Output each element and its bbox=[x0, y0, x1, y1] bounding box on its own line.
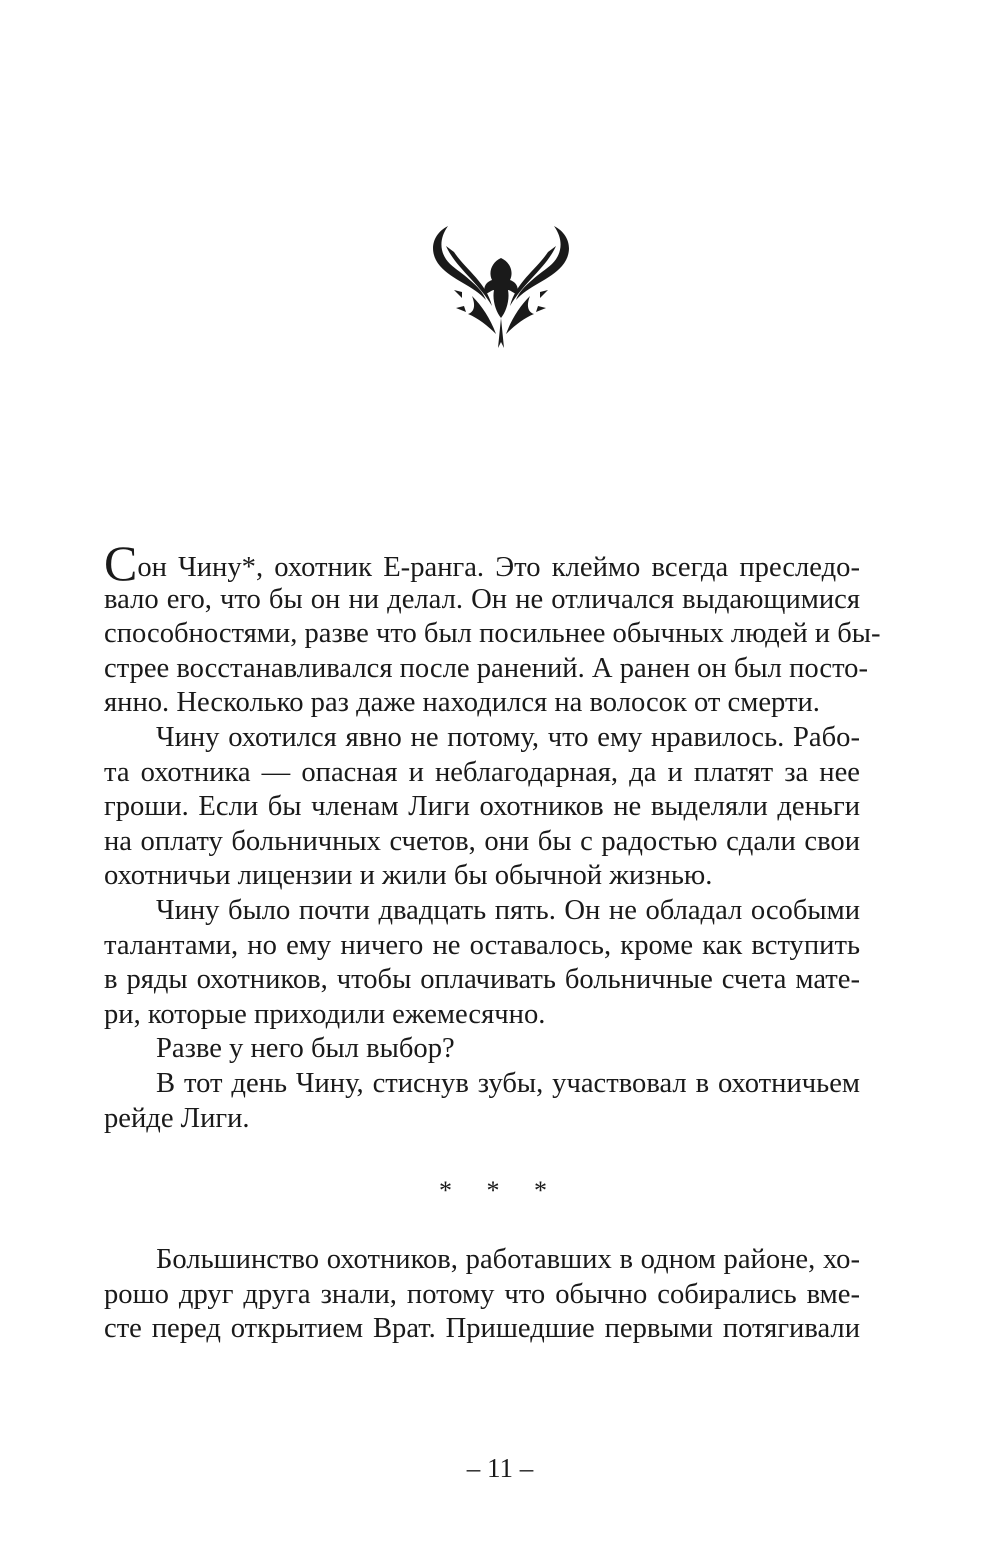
page-number: – 11 – bbox=[466, 1453, 534, 1483]
text-line: рейде Лиги. bbox=[104, 1102, 250, 1134]
text-line: сте перед открытием Врат. Пришедшие первыми потягивали bbox=[104, 1313, 860, 1345]
text-line: на оплату больничных счетов, они бы с радостью сдали свои bbox=[104, 825, 860, 857]
text-line: янно. Несколько раз даже находился на волосок от смерти. bbox=[104, 687, 820, 719]
tribal-ornament-icon bbox=[426, 222, 576, 352]
text-line: охотничьи лицензии и жили бы обычной жизнью. bbox=[104, 860, 713, 892]
text-line: В тот день Чину, стиснув зубы, участвовал в охотничьем bbox=[156, 1067, 860, 1099]
text-line: в ряды охотников, чтобы оплачивать больничные счета мате- bbox=[104, 964, 860, 996]
paragraph-5 bbox=[104, 1067, 860, 1136]
paragraph-1 bbox=[104, 535, 881, 721]
text-line: талантами, но ему ничего не оставалось, кроме как вступить bbox=[104, 929, 860, 961]
paragraph-2 bbox=[104, 721, 860, 894]
text-line: гроши. Если бы членам Лиги охотников не выделяли деньги bbox=[104, 791, 860, 823]
paragraph-6 bbox=[104, 1243, 860, 1347]
text-line: Чину охотился явно не потому, что ему нравилось. Рабо- bbox=[156, 721, 860, 753]
drop-cap: С bbox=[104, 535, 137, 591]
paragraph-3 bbox=[104, 894, 860, 1032]
text-line: Разве у него был выбор? bbox=[156, 1033, 455, 1065]
text-line: стрее восстанавливался после ранений. А ранен он был посто- bbox=[104, 652, 869, 684]
paragraph-4 bbox=[104, 1032, 860, 1067]
text-line: вало его, что бы он ни делал. Он не отличался выдающимися bbox=[104, 583, 860, 615]
text-line: ри, которые приходили ежемесячно. bbox=[104, 998, 546, 1030]
second-text-block bbox=[104, 1243, 860, 1347]
main-text-block bbox=[104, 535, 881, 1136]
section-separator: * * * bbox=[439, 1176, 561, 1205]
text-line: способностями, разве что был посильнее обычных людей и бы- bbox=[104, 618, 881, 650]
text-line: Чину было почти двадцать пять. Он не обладал особыми bbox=[156, 894, 860, 926]
text-line: рошо друг друга знали, потому что обычно собирались вме- bbox=[104, 1278, 860, 1310]
text-line: та охотника — опасная и неблагодарная, да и платят за нее bbox=[104, 756, 860, 788]
text-line: Сон Чину*, охотник Е-ранга. Это клеймо всегда преследо- bbox=[104, 535, 860, 591]
text-line: Большинство охотников, работавших в одном районе, хо- bbox=[156, 1244, 860, 1275]
